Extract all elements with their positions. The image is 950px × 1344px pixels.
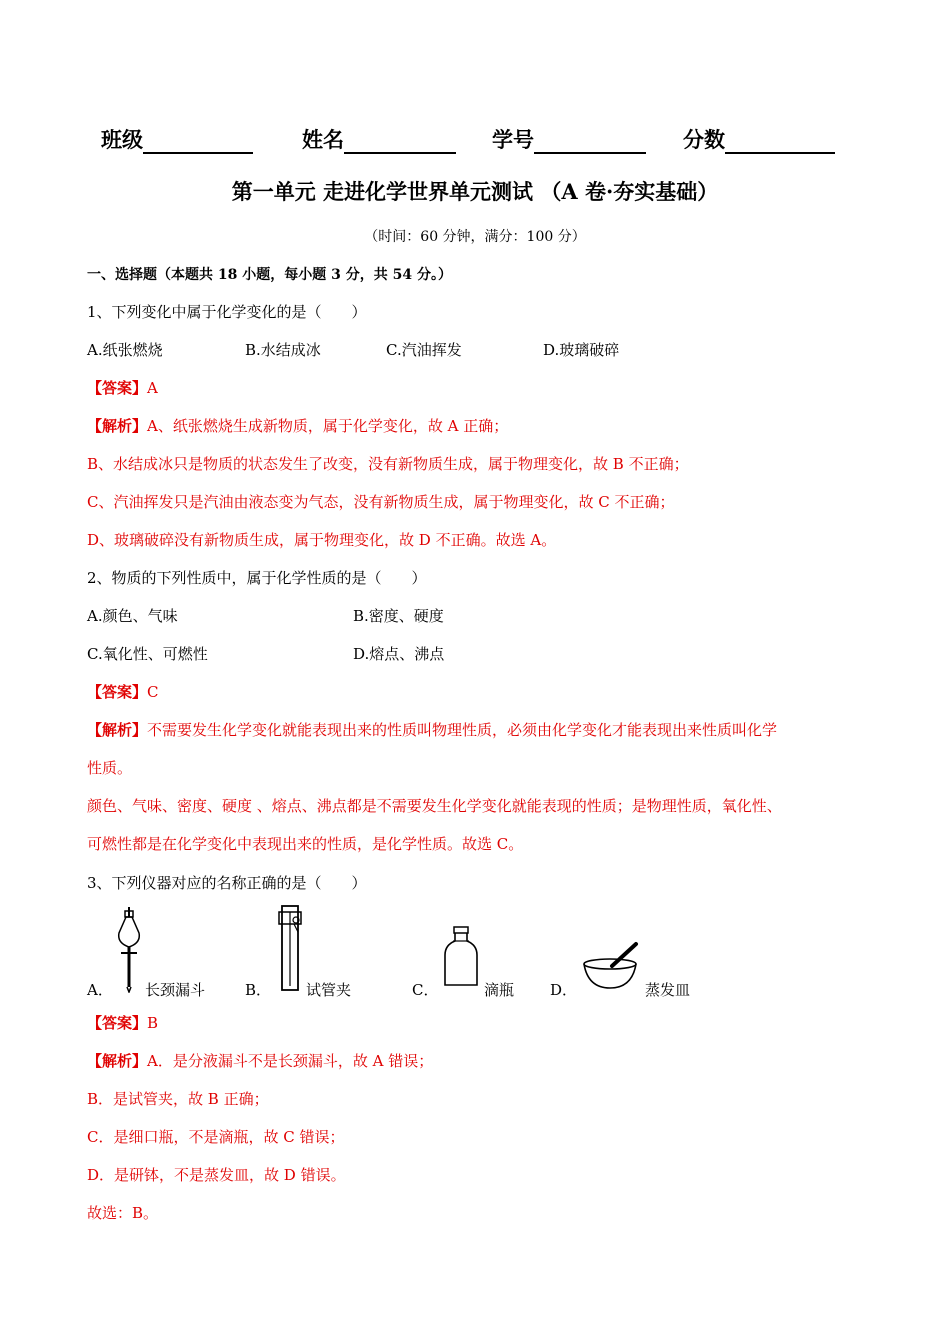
- q1-analysis-line-4: D、玻璃破碎没有新物质生成，属于物理变化，故 D 不正确。故选 A。: [87, 531, 557, 549]
- q2-option-c: C.氧化性、可燃性: [87, 645, 208, 663]
- class-blank[interactable]: [143, 128, 253, 154]
- q1-option-a: A.纸张燃烧: [87, 341, 163, 359]
- q3-option-a-name: 长颈漏斗: [145, 981, 206, 999]
- q2-analysis-tag: 【解析】: [87, 721, 148, 739]
- student-info-header: [0, 124, 950, 158]
- q1-analysis-line-1: 【解析】A、纸张燃烧生成新物质，属于化学变化，故 A 正确；: [87, 417, 509, 435]
- q1-option-d: D.玻璃破碎: [543, 341, 620, 359]
- q2-analysis-line-2: 性质。: [87, 759, 133, 777]
- q2-analysis-line-1: 【解析】不需要发生化学变化就能表现出来的性质叫物理性质，必须由化学变化才能表现出来性质叫化学: [87, 721, 778, 739]
- q1-answer: [87, 377, 158, 398]
- q1-stem: 1、下列变化中属于化学变化的是（ ）: [87, 303, 367, 321]
- q3-option-b-name: 试管夹: [306, 981, 352, 999]
- q2-option-a: A.颜色、气味: [87, 607, 178, 625]
- class-field: [101, 124, 253, 154]
- mortar-pestle-icon: [582, 938, 642, 992]
- q2-answer-tag: 【答案】: [87, 683, 148, 701]
- q1-answer-value: A: [147, 379, 158, 397]
- q2-analysis-line-3: 颜色、气味、密度、硬度 、熔点、沸点都是不需要发生化学变化就能表现的性质；是物理性质，氧化性、: [87, 797, 782, 815]
- name-label: 姓名: [302, 128, 344, 152]
- q3-answer-tag: 【答案】: [87, 1014, 148, 1032]
- score-blank[interactable]: [725, 128, 835, 154]
- q1-option-c: C.汽油挥发: [386, 341, 462, 359]
- q3-answer-value: B: [147, 1014, 159, 1032]
- q1-analysis-line-3: C、汽油挥发只是汽油由液态变为气态，没有新物质生成，属于物理变化，故 C 不正确；: [87, 493, 675, 511]
- separatory-funnel-icon: [113, 905, 145, 993]
- q3-option-c-letter: C．: [412, 981, 439, 999]
- q3-answer: [87, 1012, 158, 1033]
- q3-option-a-letter: A．: [87, 981, 113, 999]
- class-label: 班级: [101, 128, 143, 152]
- q1-analysis-line-2: B、水结成冰只是物质的状态发生了改变，没有新物质生成，属于物理变化，故 B 不正确；: [87, 455, 689, 473]
- test-tube-holder-icon: [276, 902, 304, 992]
- q2-option-b: B.密度、硬度: [353, 607, 444, 625]
- narrow-mouth-bottle-icon: [442, 925, 480, 989]
- q2-answer-value: C: [147, 683, 159, 701]
- name-blank[interactable]: [344, 128, 456, 154]
- q1-answer-tag: 【答案】: [87, 379, 148, 397]
- q3-analysis-line-4: D．是研钵，不是蒸发皿，故 D 错误。: [87, 1166, 346, 1184]
- student-id-field: [492, 124, 646, 154]
- q3-analysis-line-1: 【解析】A．是分液漏斗不是长颈漏斗，故 A 错误；: [87, 1052, 434, 1070]
- section-heading: 一、选择题（本题共 18 小题，每小题 3 分，共 54 分。）: [87, 267, 452, 283]
- student-id-blank[interactable]: [534, 128, 646, 154]
- score-field: [683, 124, 835, 154]
- score-label: 分数: [683, 128, 725, 152]
- q3-analysis-line-3: C．是细口瓶，不是滴瓶，故 C 错误；: [87, 1128, 345, 1146]
- q2-stem: 2、物质的下列性质中，属于化学性质的是（ ）: [87, 569, 427, 587]
- q2-option-d: D.熔点、沸点: [353, 645, 445, 663]
- q1-analysis-tag: 【解析】: [87, 417, 148, 435]
- page-title: 第一单元 走进化学世界单元测试 （A 卷·夯实基础）: [231, 179, 719, 204]
- name-field: [302, 124, 456, 154]
- q3-option-d-name: 蒸发皿: [645, 981, 691, 999]
- q3-option-b-letter: B．: [245, 981, 272, 999]
- q3-option-c-name: 滴瓶: [484, 981, 515, 999]
- page-subtitle: （时间：60 分钟，满分：100 分）: [364, 229, 586, 245]
- q2-analysis-line-4: 可燃性都是在化学变化中表现出来的性质，是化学性质。故选 C。: [87, 835, 524, 853]
- q3-analysis-line-5: 故选：B。: [87, 1204, 159, 1222]
- q3-stem: 3、下列仪器对应的名称正确的是（ ）: [87, 874, 367, 892]
- q3-option-d-letter: D．: [550, 981, 578, 999]
- q3-analysis-tag: 【解析】: [87, 1052, 148, 1070]
- q1-option-b: B.水结成冰: [245, 341, 321, 359]
- q2-answer: [87, 681, 159, 702]
- q3-analysis-line-2: B．是试管夹，故 B 正确；: [87, 1090, 269, 1108]
- student-id-label: 学号: [492, 128, 534, 152]
